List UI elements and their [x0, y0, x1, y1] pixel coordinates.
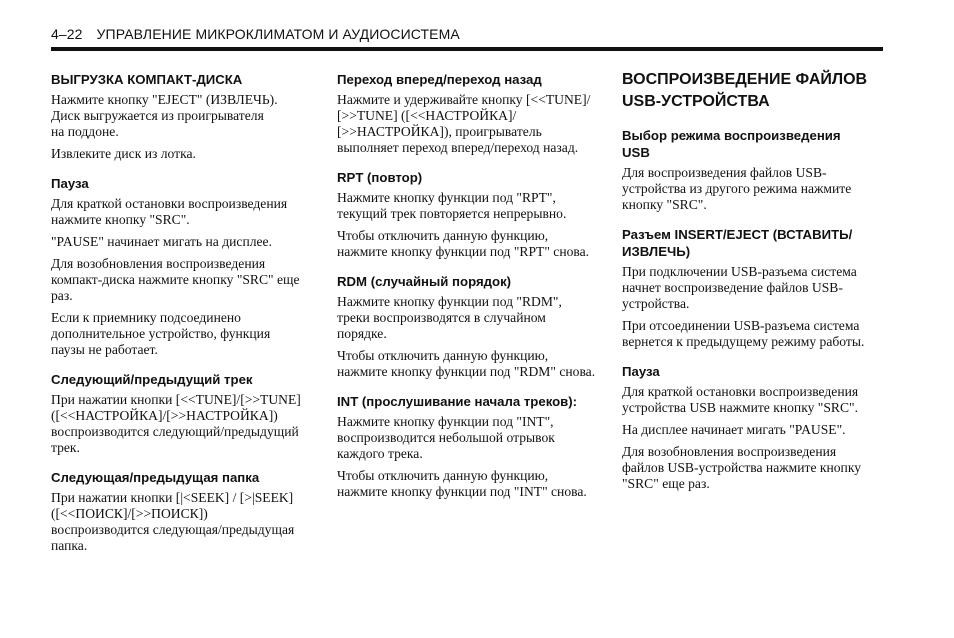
column-3: [622, 71, 888, 498]
paragraph: Если к приемнику подсоединено дополнительное устройство, функция паузы не работает.: [51, 310, 271, 357]
paragraph: На дисплее начинает мигать "PAUSE".: [622, 422, 846, 437]
section-heading-usb-pause: Пауза: [622, 364, 660, 379]
page-number: 4–22: [51, 26, 83, 42]
paragraph: Для воспроизведения файлов USB- устройства из другого режима нажмите кнопку "SRC".: [622, 165, 852, 212]
paragraph: При нажатии кнопки [<<TUNE]/[>>TUNE] ([<<НАСТРОЙКА]/[>>НАСТРОЙКА]) воспроизводится следующий/предыдущий трек.: [51, 392, 301, 455]
paragraph: Нажмите кнопку "EJECT" (ИЗВЛЕЧЬ). Диск выгружается из проигрывателя на поддоне.: [51, 92, 278, 139]
section-heading-pause: Пауза: [51, 176, 89, 191]
paragraph: Извлеките диск из лотка.: [51, 146, 196, 161]
section-heading-ff-rew: Переход вперед/переход назад: [337, 72, 542, 87]
header-rule: [51, 47, 883, 51]
section-heading-usb-insert-eject: Разъем INSERT/EJECT (ВСТАВИТЬ/ ИЗВЛЕЧЬ): [622, 227, 853, 259]
paragraph: При отсоединении USB-разъема система вернется к предыдущему режиму работы.: [622, 318, 865, 349]
paragraph: При подключении USB-разъема система начнет воспроизведение файлов USB- устройства.: [622, 264, 857, 311]
paragraph: Для возобновления воспроизведения компакт-диска нажмите кнопку "SRC" еще раз.: [51, 256, 300, 303]
section-heading-next-prev-track: Следующий/предыдущий трек: [51, 372, 253, 387]
section-heading-rdm: RDM (случайный порядок): [337, 274, 512, 289]
page-header: [51, 26, 460, 42]
paragraph: "PAUSE" начинает мигать на дисплее.: [51, 234, 272, 249]
paragraph: Чтобы отключить данную функцию, нажмите кнопку функции под "INT" снова.: [337, 468, 587, 499]
column-2: [337, 71, 605, 506]
paragraph: Нажмите кнопку функции под "RPT", текущий трек повторяется непрерывно.: [337, 190, 567, 221]
paragraph: При нажатии кнопки [|<SEEK] / [>|SEEK] ([<<ПОИСК]/[>>ПОИСК]) воспроизводится следующая/предыдущая папка.: [51, 490, 295, 553]
chapter-title: УПРАВЛЕНИЕ МИКРОКЛИМАТОМ И АУДИОСИСТЕМА: [96, 26, 460, 42]
section-heading-cd-eject: ВЫГРУЗКА КОМПАКТ-ДИСКА: [51, 72, 243, 87]
paragraph: Чтобы отключить данную функцию, нажмите кнопку функции под "RDM" снова.: [337, 348, 596, 379]
section-title-usb: ВОСПРОИЗВЕДЕНИЕ ФАЙЛОВ USB-УСТРОЙСТВА: [622, 71, 868, 110]
column-1: [51, 71, 317, 560]
section-heading-int: INT (прослушивание начала треков):: [337, 394, 578, 409]
section-heading-rpt: RPT (повтор): [337, 170, 423, 185]
paragraph: Нажмите кнопку функции под "INT", воспроизводится небольшой отрывок каждого трека.: [337, 414, 555, 461]
paragraph: Нажмите кнопку функции под "RDM", треки воспроизводятся в случайном порядке.: [337, 294, 562, 341]
paragraph: Чтобы отключить данную функцию, нажмите кнопку функции под "RPT" снова.: [337, 228, 590, 259]
section-heading-next-prev-folder: Следующая/предыдущая папка: [51, 470, 260, 485]
paragraph: Для краткой остановки воспроизведения устройства USB нажмите кнопку "SRC".: [622, 384, 859, 415]
paragraph: Нажмите и удерживайте кнопку [<<TUNE]/ [>>TUNE] ([<<НАСТРОЙКА]/ [>>НАСТРОЙКА]), проигрыватель выполняет переход вперед/переход назад.: [337, 92, 591, 155]
section-heading-usb-mode: Выбор режима воспроизведения USB: [622, 128, 841, 160]
paragraph: Для возобновления воспроизведения файлов USB-устройства нажмите кнопку "SRC" еще раз.: [622, 444, 862, 491]
paragraph: Для краткой остановки воспроизведения нажмите кнопку "SRC".: [51, 196, 288, 227]
